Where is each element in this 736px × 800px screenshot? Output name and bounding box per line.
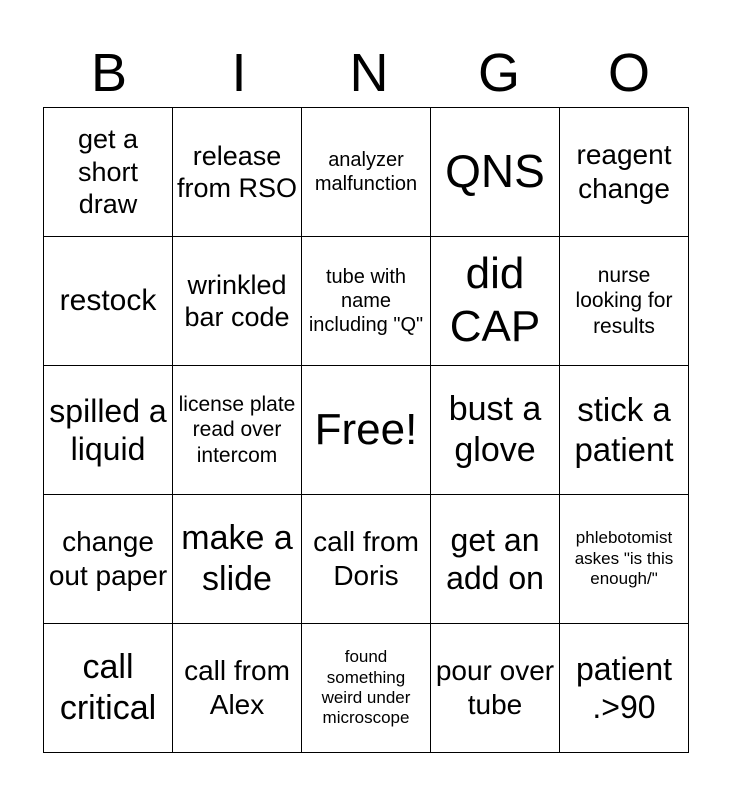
header-letter-i: I [231, 43, 247, 103]
bingo-cell[interactable]: pour over tube [431, 624, 560, 753]
bingo-cell[interactable]: wrinkled bar code [173, 237, 302, 366]
bingo-cell[interactable]: bust a glove [431, 366, 560, 495]
bingo-cell[interactable]: get an add on [431, 495, 560, 624]
bingo-cell[interactable]: license plate read over intercom [173, 366, 302, 495]
bingo-cell[interactable]: restock [44, 237, 173, 366]
bingo-row [44, 108, 689, 237]
bingo-cell[interactable]: make a slide [173, 495, 302, 624]
bingo-cell[interactable]: stick a patient [560, 366, 689, 495]
bingo-cell[interactable]: release from RSO [173, 108, 302, 237]
bingo-row [44, 495, 689, 624]
bingo-cell-free[interactable]: Free! [302, 366, 431, 495]
bingo-row [44, 237, 689, 366]
bingo-cell[interactable]: nurse looking for results [560, 237, 689, 366]
bingo-cell[interactable]: analyzer malfunction [302, 108, 431, 237]
header-letter-b: B [90, 43, 128, 103]
bingo-cell[interactable]: call from Alex [173, 624, 302, 753]
bingo-cell[interactable]: found something weird under microscope [302, 624, 431, 753]
bingo-cell[interactable]: spilled a liquid [44, 366, 173, 495]
bingo-cell[interactable]: did CAP [431, 237, 560, 366]
header-letter-o: O [607, 43, 650, 103]
header-letter-n: N [349, 43, 389, 103]
bingo-cell[interactable]: get a short draw [44, 108, 173, 237]
bingo-cell[interactable]: change out paper [44, 495, 173, 624]
bingo-card [43, 107, 689, 753]
bingo-cell[interactable]: call critical [44, 624, 173, 753]
bingo-cell[interactable]: reagent change [560, 108, 689, 237]
bingo-header [44, 40, 694, 106]
header-letter-g: G [477, 43, 520, 103]
bingo-cell[interactable]: QNS [431, 108, 560, 237]
bingo-cell[interactable]: call from Doris [302, 495, 431, 624]
bingo-cell[interactable]: phlebotomist askes "is this enough/" [560, 495, 689, 624]
bingo-cell[interactable]: patient .>90 [560, 624, 689, 753]
bingo-row [44, 624, 689, 753]
bingo-cell[interactable]: tube with name including "Q" [302, 237, 431, 366]
bingo-row [44, 366, 689, 495]
